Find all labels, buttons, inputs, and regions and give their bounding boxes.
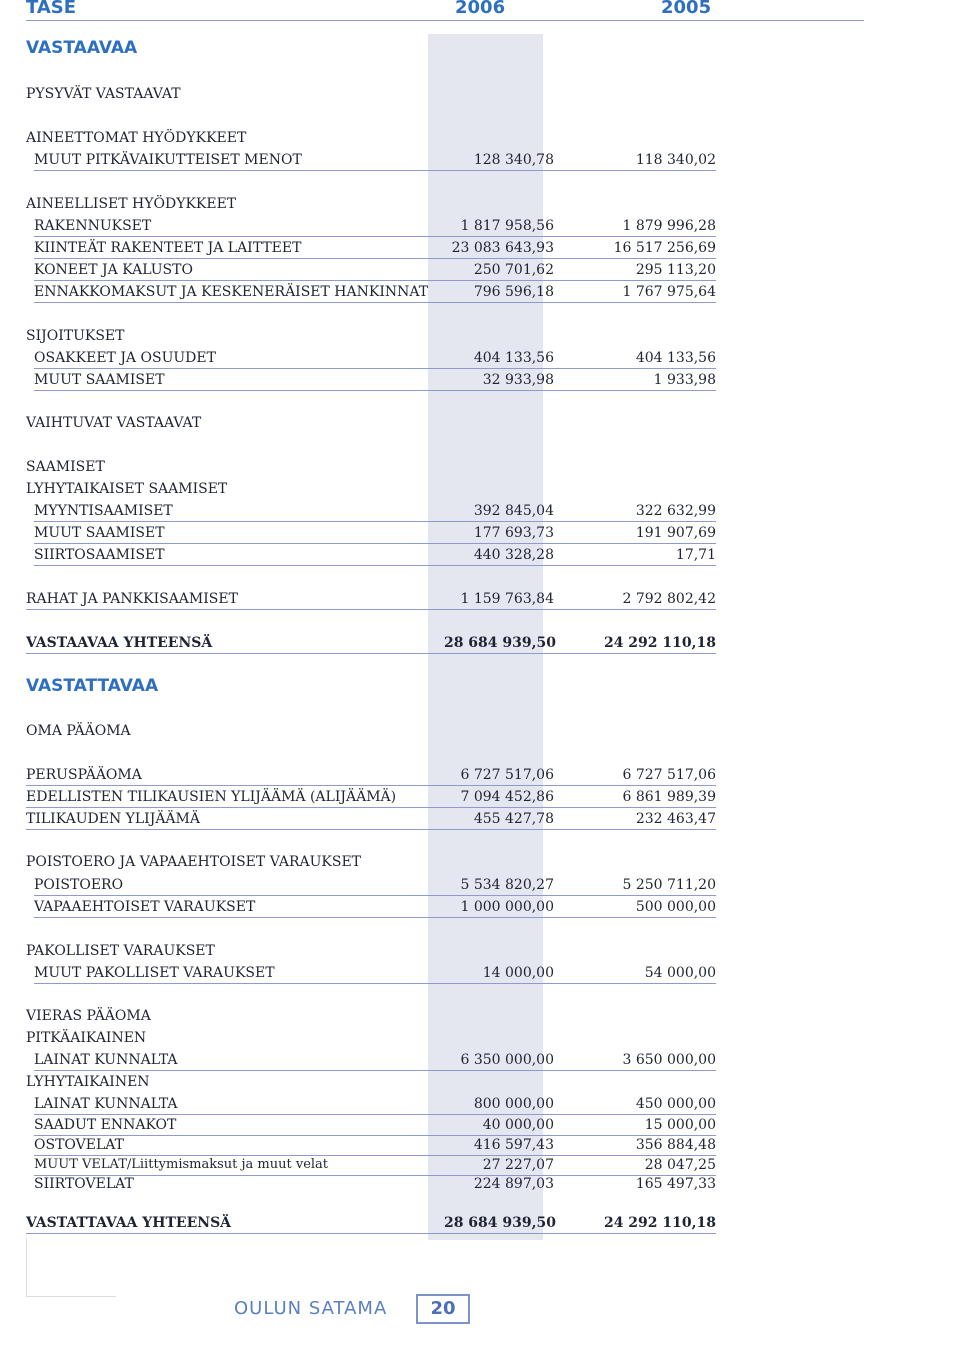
value-2005: 28 047,25 xyxy=(644,1157,716,1173)
value-2005: 15 000,00 xyxy=(644,1117,716,1133)
row-lainat-kunnalta-pitka xyxy=(34,1050,716,1071)
row-siirtovelat xyxy=(34,1174,716,1194)
row-poistoero-varaukset xyxy=(26,852,716,872)
value-2005: 6 727 517,06 xyxy=(622,767,716,783)
value-2006: 177 693,73 xyxy=(473,525,554,541)
row-label: VAPAAEHTOISET VARAUKSET xyxy=(34,899,256,915)
row-poistoero xyxy=(34,875,716,896)
row-ostovelat xyxy=(34,1135,716,1156)
value-2005: 165 497,33 xyxy=(635,1176,716,1192)
row-label: AINEETTOMAT HYÖDYKKEET xyxy=(26,130,247,146)
row-label: PAKOLLISET VARAUKSET xyxy=(26,943,215,959)
value-2006: 796 596,18 xyxy=(473,284,554,300)
value-2006: 6 727 517,06 xyxy=(460,767,554,783)
row-label: PERUSPÄÄOMA xyxy=(26,767,142,783)
value-2005: 3 650 000,00 xyxy=(622,1052,716,1068)
year-2005-heading: 2005 xyxy=(661,0,712,18)
row-edellisten-tilikausien xyxy=(26,787,716,808)
value-2006: 6 350 000,00 xyxy=(460,1052,554,1068)
row-label: ENNAKKOMAKSUT JA KESKENERÄISET HANKINNAT xyxy=(34,284,429,300)
value-2005: 450 000,00 xyxy=(635,1096,716,1112)
value-2005: 54 000,00 xyxy=(644,965,716,981)
value-2005: 500 000,00 xyxy=(635,899,716,915)
row-label: LYHYTAIKAINEN xyxy=(26,1074,150,1090)
row-label: TILIKAUDEN YLIJÄÄMÄ xyxy=(26,811,200,827)
row-label: KONEET JA KALUSTO xyxy=(34,262,193,278)
row-label: AINEELLISET HYÖDYKKEET xyxy=(26,196,237,212)
row-label: MUUT SAAMISET xyxy=(34,372,165,388)
row-sijoitukset xyxy=(26,326,716,346)
row-tilikauden-ylijaama xyxy=(26,809,716,830)
row-label: OSAKKEET JA OSUUDET xyxy=(34,350,216,366)
value-2005: 356 884,48 xyxy=(635,1137,716,1153)
row-pakolliset-varaukset xyxy=(26,941,716,961)
row-muut-pitkavaikutteiset xyxy=(34,150,716,171)
value-2005: 16 517 256,69 xyxy=(613,240,716,256)
row-oma-paaoma xyxy=(26,721,716,741)
row-pitkaaikainen xyxy=(26,1028,716,1048)
value-2005: 1 933,98 xyxy=(653,372,716,388)
value-2005: 232 463,47 xyxy=(635,811,716,827)
row-label: PYSYVÄT VASTAAVAT xyxy=(26,86,181,102)
value-2006: 7 094 452,86 xyxy=(460,789,554,805)
section-liabilities-title: VASTATTAVAA xyxy=(26,676,159,696)
row-rakennukset xyxy=(34,216,716,237)
value-2006: 392 845,04 xyxy=(473,503,554,519)
value-2006: 440 328,28 xyxy=(473,547,554,563)
row-label: MUUT PITKÄVAIKUTTEISET MENOT xyxy=(34,152,302,168)
value-2005: 24 292 110,18 xyxy=(603,1215,716,1231)
row-label: MUUT PAKOLLISET VARAUKSET xyxy=(34,965,275,981)
row-label: SIIRTOVELAT xyxy=(34,1176,134,1192)
row-label: RAHAT JA PANKKISAAMISET xyxy=(26,591,238,607)
value-2005: 295 113,20 xyxy=(635,262,716,278)
value-2006: 14 000,00 xyxy=(482,965,554,981)
value-2005: 24 292 110,18 xyxy=(603,635,716,651)
row-vastattavaa-yhteensa xyxy=(26,1213,716,1234)
row-label: VAIHTUVAT VASTAAVAT xyxy=(26,415,202,431)
balance-sheet-header xyxy=(26,0,864,21)
row-lyhytaikainen xyxy=(26,1072,716,1092)
row-lyhytaikaiset-saamiset xyxy=(26,479,716,499)
row-label: SAAMISET xyxy=(26,459,105,475)
value-2006: 404 133,56 xyxy=(473,350,554,366)
value-2006: 250 701,62 xyxy=(473,262,554,278)
row-label: MYYNTISAAMISET xyxy=(34,503,173,519)
value-2005: 2 792 802,42 xyxy=(622,591,716,607)
value-2005: 322 632,99 xyxy=(635,503,716,519)
year-2006-heading: 2006 xyxy=(455,0,506,18)
row-label: SAADUT ENNAKOT xyxy=(34,1117,177,1133)
balance-sheet-title: TASE xyxy=(26,0,77,18)
value-2006: 28 684 939,50 xyxy=(443,635,556,651)
value-2006: 1 000 000,00 xyxy=(460,899,554,915)
row-myyntisaamiset xyxy=(34,501,716,522)
row-aineettomat xyxy=(26,128,716,148)
row-label: LYHYTAIKAISET SAAMISET xyxy=(26,481,228,497)
value-2006: 32 933,98 xyxy=(482,372,554,388)
row-muut-saamiset-sijoitukset xyxy=(34,370,716,391)
value-2006: 224 897,03 xyxy=(473,1176,554,1192)
value-2006: 5 534 820,27 xyxy=(460,877,554,893)
row-label: LAINAT KUNNALTA xyxy=(34,1052,178,1068)
value-2005: 6 861 989,39 xyxy=(622,789,716,805)
row-rahat-pankkisaamiset xyxy=(26,589,716,610)
value-2006: 800 000,00 xyxy=(473,1096,554,1112)
value-2005: 191 907,69 xyxy=(635,525,716,541)
row-label: SIIRTOSAAMISET xyxy=(34,547,165,563)
value-2006: 40 000,00 xyxy=(482,1117,554,1133)
row-label: MUUT VELAT/Liittymismaksut ja muut velat xyxy=(34,1157,329,1172)
row-label: RAKENNUKSET xyxy=(34,218,152,234)
row-kiinteat-rakenteet xyxy=(34,238,716,259)
row-vieras-paaoma xyxy=(26,1006,716,1026)
row-label: KIINTEÄT RAKENTEET JA LAITTEET xyxy=(34,240,302,256)
value-2006: 1 817 958,56 xyxy=(460,218,554,234)
row-ennakkomaksut xyxy=(34,282,716,303)
row-label: EDELLISTEN TILIKAUSIEN YLIJÄÄMÄ (ALIJÄÄMÄ) xyxy=(26,789,397,805)
value-2005: 404 133,56 xyxy=(635,350,716,366)
row-vaihtuvat-vastaavat xyxy=(26,413,716,433)
row-label: OSTOVELAT xyxy=(34,1137,124,1153)
value-2006: 416 597,43 xyxy=(473,1137,554,1153)
value-2005: 1 879 996,28 xyxy=(622,218,716,234)
value-2005: 5 250 711,20 xyxy=(622,877,716,893)
row-saamiset xyxy=(26,457,716,477)
row-label: VASTATTAVAA YHTEENSÄ xyxy=(26,1215,232,1231)
row-vastaavaa-yhteensa xyxy=(26,633,716,654)
row-label: PITKÄAIKAINEN xyxy=(26,1030,147,1046)
value-2006: 1 159 763,84 xyxy=(460,591,554,607)
value-2006: 128 340,78 xyxy=(473,152,554,168)
page-number: 20 xyxy=(416,1294,470,1324)
row-peruspaaoma xyxy=(26,765,716,786)
row-label: SIJOITUKSET xyxy=(26,328,125,344)
row-label: POISTOERO xyxy=(34,877,124,893)
value-2006: 27 227,07 xyxy=(482,1157,554,1173)
row-muut-pakolliset-varaukset xyxy=(34,963,716,984)
value-2006: 23 083 643,93 xyxy=(451,240,554,256)
page-frame-line xyxy=(26,1238,27,1296)
value-2005: 118 340,02 xyxy=(635,152,716,168)
page-frame-line xyxy=(26,1296,116,1297)
value-2005: 1 767 975,64 xyxy=(622,284,716,300)
row-pysyvat-vastaavat xyxy=(26,84,716,104)
row-muut-saamiset xyxy=(34,523,716,544)
row-muut-velat xyxy=(34,1155,716,1176)
row-label: OMA PÄÄOMA xyxy=(26,723,131,739)
row-label: POISTOERO JA VAPAAEHTOISET VARAUKSET xyxy=(26,854,362,870)
row-vapaaehtoiset-varaukset xyxy=(34,897,716,918)
value-2006: 455 427,78 xyxy=(473,811,554,827)
row-label: MUUT SAAMISET xyxy=(34,525,165,541)
row-label: LAINAT KUNNALTA xyxy=(34,1096,178,1112)
row-lainat-kunnalta-lyhyt xyxy=(34,1094,716,1115)
value-2005: 17,71 xyxy=(675,547,716,563)
row-saadut-ennakot xyxy=(34,1115,716,1136)
row-koneet-kalusto xyxy=(34,260,716,281)
section-assets-title: VASTAAVAA xyxy=(26,38,138,58)
row-label: VASTAAVAA YHTEENSÄ xyxy=(26,635,213,651)
row-osakkeet-osuudet xyxy=(34,348,716,369)
row-aineelliset xyxy=(26,194,716,214)
footer-organization-name: OULUN SATAMA xyxy=(234,1298,388,1319)
row-siirtosaamiset xyxy=(34,545,716,566)
value-2006: 28 684 939,50 xyxy=(443,1215,556,1231)
row-label: VIERAS PÄÄOMA xyxy=(26,1008,151,1024)
